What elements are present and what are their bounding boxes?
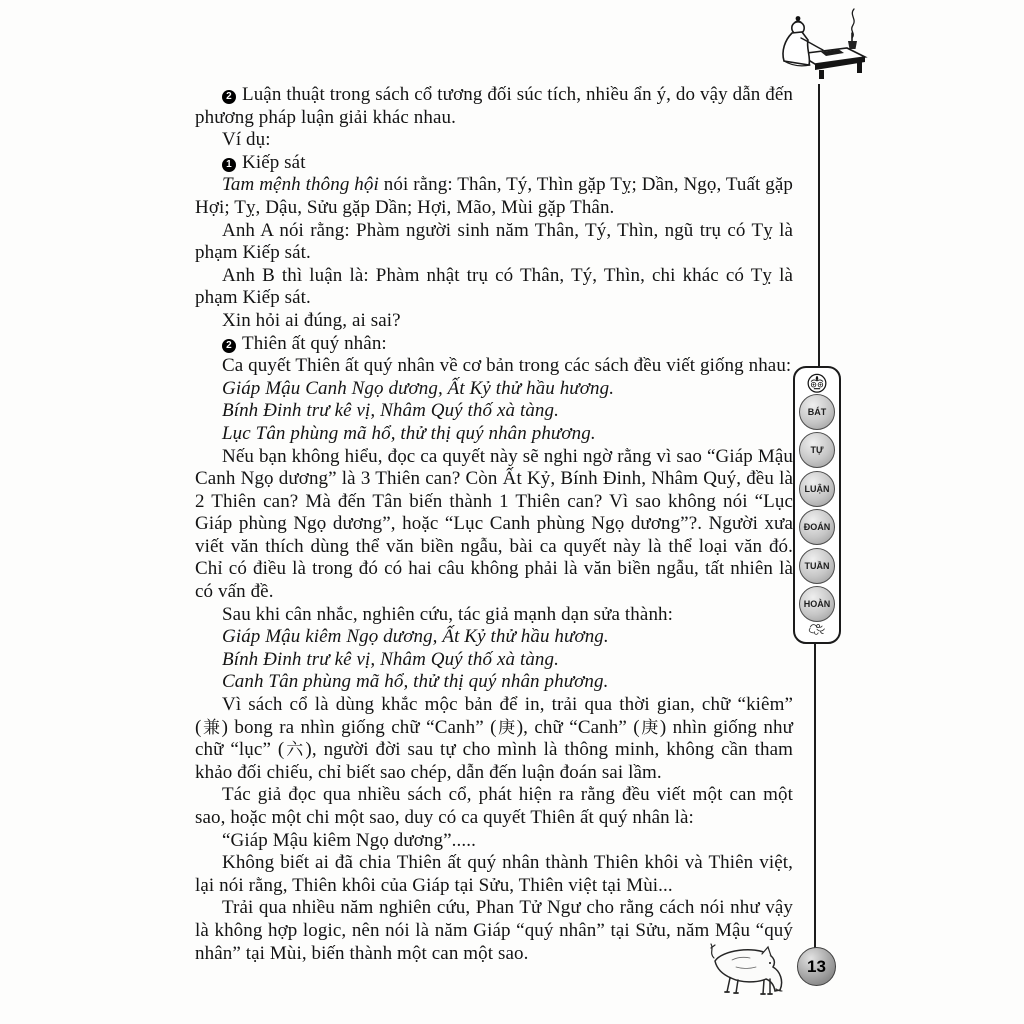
text-segment: Lục Tân phùng mã hổ, thử thị quý nhân phương.	[222, 422, 596, 444]
text-column	[195, 84, 793, 965]
paragraph-6	[195, 265, 793, 310]
numbered-bullet-icon: 1	[222, 158, 236, 172]
text-segment: Bính Đinh trư kê vị, Nhâm Quý thố xà tàng.	[222, 648, 559, 670]
text-segment: Giáp Mậu kiêm Ngọ dương, Ất Kỷ thử hầu hương.	[222, 626, 609, 648]
text-segment: ), chữ “Canh” (	[516, 716, 640, 738]
ornamental-emblem-icon	[799, 373, 835, 394]
text-segment: Xin hỏi ai đúng, ai sai?	[222, 309, 401, 331]
text-segment: Giáp Mậu Canh Ngọ dương, Ất Kỷ thử hầu hương.	[222, 377, 615, 399]
text-segment: Nếu bạn không hiểu, đọc ca quyết này sẽ nghi ngờ rằng vì sao “Giáp Mậu Canh Ngọ dương” là 3 Thiên can? Còn Ất Kỷ, Bính Đinh, Nhâm Quý, đều là 2 Thiên can? Mà đến Tân biến thành 1 Thiên can? Vì sao không nói “Lục Giáp phùng Ngọ dương”, hoặc “Lục Canh phùng Ngọ dương”?. Người xưa viết văn thích dùng thể văn biền ngẫu, bài ca quyết này là thể loại văn đó. Chỉ có điều là trong đó có hai câu không phải là văn biền ngẫu, tất nhiên là có vấn đề.	[195, 445, 793, 603]
paragraph-15	[195, 626, 793, 649]
paragraph-10	[195, 378, 793, 401]
page-number	[797, 947, 836, 986]
scholar-writing-illustration	[768, 6, 872, 86]
text-segment: Vì sách cổ là dùng khắc mộc bản để in, trải qua thời gian, chữ “kiêm” (	[195, 694, 793, 738]
title-badge-5: TUẦN	[799, 548, 835, 584]
cjk-character: 六	[284, 740, 306, 760]
paragraph-12	[195, 423, 793, 446]
text-segment: “Giáp Mậu kiêm Ngọ dương”.....	[222, 829, 476, 851]
text-segment: Tam mệnh thông hội	[222, 174, 379, 196]
cjk-character: 兼	[201, 717, 222, 737]
title-badge-1: BÁT	[799, 394, 835, 430]
paragraph-18	[195, 694, 793, 784]
numbered-bullet-icon: 2	[222, 90, 236, 104]
text-segment: Canh Tân phùng mã hổ, thử thị quý nhân phương.	[222, 671, 609, 693]
text-segment: Anh B thì luận là: Phàm nhật trụ có Thân, Tý, Thìn, chi khác có Tỵ là phạm Kiếp sát.	[195, 264, 793, 309]
text-segment: Trải qua nhiều năm nghiên cứu, Phan Tử Ngư cho rằng cách nói như vậy là không hợp logic, nên nói là năm Giáp “quý nhân” tại Sửu, năm Mậu “quý nhân” tại Mùi, biến thành một can một sao.	[195, 897, 793, 964]
paragraph-1	[195, 84, 793, 129]
text-segment: Tác giả đọc qua nhiều sách cổ, phát hiện ra rằng đều viết một can một sao, hoặc một chi một sao, duy có ca quyết Thiên ất quý nhân là:	[195, 784, 793, 828]
page-number-label: 13	[807, 956, 826, 976]
text-segment: Ca quyết Thiên ất quý nhân về cơ bản trong các sách đều viết giống nhau:	[222, 355, 792, 377]
text-segment: ), người đời sau tự cho mình là thông minh, không cần tham khảo đối chiếu, chỉ biết sao chép, dẫn đến luận đoán sai lầm.	[195, 739, 793, 783]
text-segment: ) bong ra nhìn giống chữ “Canh” (	[221, 716, 497, 738]
title-badge-6: HOÀN	[799, 586, 835, 622]
text-segment: Luận thuật trong sách cổ tương đối súc tích, nhiều ẩn ý, do vậy dẫn đến phương pháp luận giải khác nhau.	[195, 84, 793, 128]
vertical-rule-top	[818, 84, 820, 366]
text-segment: Sau khi cân nhắc, nghiên cứu, tác giả mạnh dạn sửa thành:	[222, 603, 674, 625]
paragraph-20	[195, 830, 793, 853]
title-badge-4: ĐOÁN	[799, 509, 835, 545]
paragraph-4	[195, 174, 793, 219]
ox-illustration	[702, 940, 800, 1002]
text-segment: Kiếp sát	[242, 151, 306, 173]
numbered-bullet-icon: 2	[222, 339, 236, 353]
paragraph-17	[195, 671, 793, 694]
paragraph-11	[195, 400, 793, 423]
paragraph-7	[195, 310, 793, 333]
text-segment: ) nhìn giống như chữ “lục” (	[195, 716, 793, 761]
paragraph-3	[195, 152, 793, 175]
text-segment: nói rằng: Thân, Tý, Thìn gặp Tỵ; Dần, Ngọ, Tuất gặp Hợi; Tỵ, Dậu, Sửu gặp Dần; Hợi, Mão, Mùi gặp Thân.	[195, 174, 794, 218]
paragraph-5	[195, 220, 793, 265]
text-segment: Anh A nói rằng: Phàm người sinh năm Thân, Tý, Thìn, ngũ trụ có Tỵ là phạm Kiếp sát.	[195, 219, 793, 264]
badge-stack	[799, 394, 835, 623]
cjk-character: 庚	[639, 717, 660, 737]
title-badge-column	[793, 366, 841, 644]
vertical-rule-bottom	[814, 644, 816, 949]
text-segment: Bính Đinh trư kê vị, Nhâm Quý thố xà tàng.	[222, 400, 559, 422]
title-badge-3: LUẬN	[799, 471, 835, 507]
monkey-sketch-icon	[798, 622, 836, 638]
paragraph-19	[195, 784, 793, 829]
paragraph-8	[195, 333, 793, 356]
paragraph-21	[195, 852, 793, 897]
paragraph-2	[195, 129, 793, 152]
paragraph-14	[195, 604, 793, 627]
paragraph-16	[195, 649, 793, 672]
paragraph-13	[195, 446, 793, 604]
text-segment: Thiên ất quý nhân:	[242, 332, 387, 354]
text-segment: Không biết ai đã chia Thiên ất quý nhân thành Thiên khôi và Thiên việt, lại nói rằng, Thiên khôi của Giáp tại Sửu, Thiên việt tại Mùi...	[195, 852, 793, 896]
text-segment: Ví dụ:	[222, 129, 271, 151]
paragraph-9	[195, 355, 793, 378]
title-badge-2: TỰ	[799, 432, 835, 468]
cjk-character: 庚	[496, 717, 517, 737]
